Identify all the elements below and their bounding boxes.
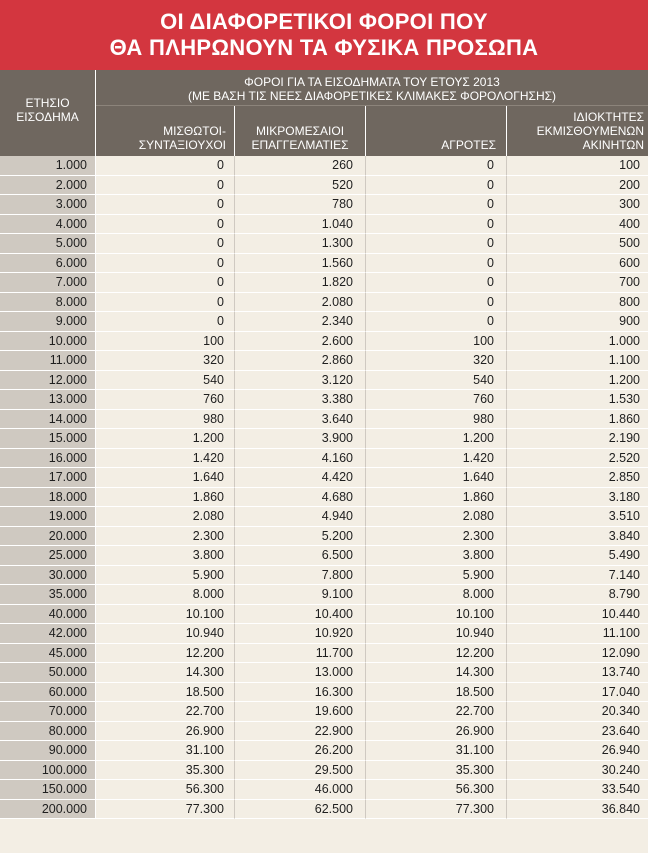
table-cell-salaried-tax: 1.200: [96, 429, 235, 449]
table-cell-salaried-tax: 540: [96, 371, 235, 391]
table-cell-annual-income: 150.000: [0, 780, 96, 800]
header-professionals-line-2: ΕΠΑΓΓΕΛΜΑΤΙΕΣ: [251, 138, 349, 152]
table-cell-professionals-tax: 1.560: [235, 254, 366, 274]
table-cell-annual-income: 50.000: [0, 663, 96, 683]
table-cell-landlords-tax: 2.850: [507, 468, 648, 488]
table-cell-farmers-tax: 35.300: [366, 761, 507, 781]
table-cell-salaried-tax: 10.940: [96, 624, 235, 644]
title-line-2: ΘΑ ΠΛΗΡΩΝΟΥΝ ΤΑ ΦΥΣΙΚΑ ΠΡΟΣΩΠΑ: [109, 35, 539, 60]
table-cell-salaried-tax: 980: [96, 410, 235, 430]
table-cell-salaried-tax: 0: [96, 293, 235, 313]
table-cell-farmers-tax: 1.860: [366, 488, 507, 508]
table-cell-farmers-tax: 5.900: [366, 566, 507, 586]
table-cell-annual-income: 14.000: [0, 410, 96, 430]
tax-table: [0, 70, 648, 853]
table-cell-professionals-tax: 780: [235, 195, 366, 215]
table-cell-landlords-tax: 3.840: [507, 527, 648, 547]
table-cell-professionals-tax: 3.900: [235, 429, 366, 449]
table-cell-landlords-tax: 1.000: [507, 332, 648, 352]
table-cell-annual-income: 18.000: [0, 488, 96, 508]
header-annual-income-line-1: ΕΤΗΣΙΟ: [25, 96, 70, 110]
table-cell-professionals-tax: 4.160: [235, 449, 366, 469]
table-cell-farmers-tax: 1.640: [366, 468, 507, 488]
table-cell-professionals-tax: 3.380: [235, 390, 366, 410]
table-cell-professionals-tax: 9.100: [235, 585, 366, 605]
table-cell-annual-income: 10.000: [0, 332, 96, 352]
table-cell-annual-income: 4.000: [0, 215, 96, 235]
table-cell-landlords-tax: 8.790: [507, 585, 648, 605]
table-cell-annual-income: 6.000: [0, 254, 96, 274]
table-cell-annual-income: 3.000: [0, 195, 96, 215]
table-cell-professionals-tax: 7.800: [235, 566, 366, 586]
table-cell-farmers-tax: 14.300: [366, 663, 507, 683]
title-line-1: ΟΙ ΔΙΑΦΟΡΕΤΙΚΟΙ ΦΟΡΟΙ ΠΟΥ: [160, 9, 488, 34]
table-cell-professionals-tax: 29.500: [235, 761, 366, 781]
header-professionals-line-1: ΜΙΚΡΟΜΕΣΑΙΟΙ: [255, 124, 345, 138]
table-cell-landlords-tax: 36.840: [507, 800, 648, 820]
table-cell-farmers-tax: 0: [366, 195, 507, 215]
table-cell-landlords-tax: 300: [507, 195, 648, 215]
table-cell-farmers-tax: 0: [366, 215, 507, 235]
table-cell-professionals-tax: 10.920: [235, 624, 366, 644]
table-cell-farmers-tax: 0: [366, 273, 507, 293]
table-cell-professionals-tax: 62.500: [235, 800, 366, 820]
table-cell-landlords-tax: 1.100: [507, 351, 648, 371]
header-property-landlords: [507, 106, 648, 156]
table-cell-landlords-tax: 30.240: [507, 761, 648, 781]
header-tax-group: [96, 70, 648, 106]
table-cell-annual-income: 200.000: [0, 800, 96, 820]
table-cell-salaried-tax: 320: [96, 351, 235, 371]
table-cell-annual-income: 5.000: [0, 234, 96, 254]
table-cell-annual-income: 19.000: [0, 507, 96, 527]
table-cell-annual-income: 20.000: [0, 527, 96, 547]
table-cell-salaried-tax: 0: [96, 273, 235, 293]
header-landlords-line-1: ΙΔΙΟΚΤΗΤΕΣ: [573, 110, 644, 124]
table-cell-salaried-tax: 10.100: [96, 605, 235, 625]
table-cell-salaried-tax: 100: [96, 332, 235, 352]
table-cell-annual-income: 12.000: [0, 371, 96, 391]
table-cell-landlords-tax: 400: [507, 215, 648, 235]
table-cell-salaried-tax: 0: [96, 156, 235, 176]
table-cell-salaried-tax: 22.700: [96, 702, 235, 722]
table-cell-landlords-tax: 20.340: [507, 702, 648, 722]
table-cell-salaried-tax: 760: [96, 390, 235, 410]
table-cell-landlords-tax: 12.090: [507, 644, 648, 664]
table-cell-farmers-tax: 100: [366, 332, 507, 352]
table-cell-salaried-tax: 35.300: [96, 761, 235, 781]
table-cell-professionals-tax: 1.820: [235, 273, 366, 293]
table-cell-landlords-tax: 33.540: [507, 780, 648, 800]
table-cell-professionals-tax: 520: [235, 176, 366, 196]
table-cell-farmers-tax: 12.200: [366, 644, 507, 664]
table-cell-landlords-tax: 7.140: [507, 566, 648, 586]
table-cell-farmers-tax: 10.940: [366, 624, 507, 644]
table-cell-farmers-tax: 1.200: [366, 429, 507, 449]
table-cell-annual-income: 7.000: [0, 273, 96, 293]
table-cell-farmers-tax: 0: [366, 176, 507, 196]
table-cell-farmers-tax: 77.300: [366, 800, 507, 820]
table-title: [0, 0, 648, 70]
table-cell-farmers-tax: 26.900: [366, 722, 507, 742]
table-cell-landlords-tax: 5.490: [507, 546, 648, 566]
table-cell-annual-income: 25.000: [0, 546, 96, 566]
table-cell-annual-income: 45.000: [0, 644, 96, 664]
table-cell-farmers-tax: 0: [366, 254, 507, 274]
table-cell-farmers-tax: 540: [366, 371, 507, 391]
header-landlords-line-3: ΑΚΙΝΗΤΩΝ: [582, 138, 644, 152]
table-cell-salaried-tax: 14.300: [96, 663, 235, 683]
table-cell-salaried-tax: 5.900: [96, 566, 235, 586]
table-cell-annual-income: 80.000: [0, 722, 96, 742]
table-cell-salaried-tax: 56.300: [96, 780, 235, 800]
table-cell-landlords-tax: 3.180: [507, 488, 648, 508]
table-cell-farmers-tax: 0: [366, 293, 507, 313]
table-cell-salaried-tax: 2.300: [96, 527, 235, 547]
table-cell-farmers-tax: 0: [366, 312, 507, 332]
table-cell-landlords-tax: 17.040: [507, 683, 648, 703]
table-cell-salaried-tax: 0: [96, 254, 235, 274]
table-cell-landlords-tax: 2.190: [507, 429, 648, 449]
table-cell-annual-income: 100.000: [0, 761, 96, 781]
table-cell-professionals-tax: 13.000: [235, 663, 366, 683]
table-cell-landlords-tax: 1.860: [507, 410, 648, 430]
table-cell-farmers-tax: 1.420: [366, 449, 507, 469]
table-cell-annual-income: 30.000: [0, 566, 96, 586]
table-cell-farmers-tax: 320: [366, 351, 507, 371]
header-farmers-line-1: ΑΓΡΟΤΕΣ: [441, 138, 496, 152]
table-cell-annual-income: 42.000: [0, 624, 96, 644]
table-cell-salaried-tax: 2.080: [96, 507, 235, 527]
table-cell-landlords-tax: 200: [507, 176, 648, 196]
header-tax-group-line-2: (ΜΕ ΒΑΣΗ ΤΙΣ ΝΕΕΣ ΔΙΑΦΟΡΕΤΙΚΕΣ ΚΛΙΜΑΚΕΣ ΦΟΡΟΛΟΓΗΣΗΣ): [187, 88, 557, 103]
table-cell-professionals-tax: 6.500: [235, 546, 366, 566]
table-cell-professionals-tax: 4.680: [235, 488, 366, 508]
table-cell-farmers-tax: 2.300: [366, 527, 507, 547]
table-cell-salaried-tax: 0: [96, 176, 235, 196]
table-cell-professionals-tax: 1.300: [235, 234, 366, 254]
header-annual-income: [0, 70, 96, 156]
table-cell-annual-income: 16.000: [0, 449, 96, 469]
table-cell-salaried-tax: 3.800: [96, 546, 235, 566]
header-salaried-line-2: ΣΥΝΤΑΞΙΟΥΧΟΙ: [138, 138, 226, 152]
table-cell-professionals-tax: 2.340: [235, 312, 366, 332]
header-tax-group-line-1: ΦΟΡΟΙ ΓΙΑ ΤΑ ΕΙΣΟΔΗΜΑΤΑ ΤΟΥ ΕΤΟΥΣ 2013: [244, 74, 500, 89]
header-small-professionals: [235, 106, 366, 156]
table-cell-landlords-tax: 100: [507, 156, 648, 176]
table-cell-professionals-tax: 3.120: [235, 371, 366, 391]
table-cell-professionals-tax: 22.900: [235, 722, 366, 742]
table-cell-annual-income: 17.000: [0, 468, 96, 488]
table-cell-farmers-tax: 0: [366, 156, 507, 176]
table-cell-landlords-tax: 10.440: [507, 605, 648, 625]
table-cell-salaried-tax: 18.500: [96, 683, 235, 703]
table-cell-salaried-tax: 0: [96, 234, 235, 254]
table-cell-annual-income: 8.000: [0, 293, 96, 313]
header-salaried-pensioners: [96, 106, 235, 156]
table-cell-landlords-tax: 700: [507, 273, 648, 293]
table-cell-farmers-tax: 22.700: [366, 702, 507, 722]
table-cell-professionals-tax: 16.300: [235, 683, 366, 703]
table-cell-professionals-tax: 11.700: [235, 644, 366, 664]
table-cell-professionals-tax: 2.860: [235, 351, 366, 371]
table-cell-landlords-tax: 2.520: [507, 449, 648, 469]
table-cell-landlords-tax: 3.510: [507, 507, 648, 527]
table-cell-annual-income: 9.000: [0, 312, 96, 332]
table-cell-farmers-tax: 56.300: [366, 780, 507, 800]
table-cell-farmers-tax: 8.000: [366, 585, 507, 605]
table-cell-salaried-tax: 1.640: [96, 468, 235, 488]
table-cell-annual-income: 1.000: [0, 156, 96, 176]
table-cell-landlords-tax: 23.640: [507, 722, 648, 742]
table-cell-salaried-tax: 31.100: [96, 741, 235, 761]
table-cell-salaried-tax: 0: [96, 312, 235, 332]
table-cell-salaried-tax: 8.000: [96, 585, 235, 605]
table-cell-professionals-tax: 19.600: [235, 702, 366, 722]
table-cell-farmers-tax: 31.100: [366, 741, 507, 761]
table-cell-farmers-tax: 10.100: [366, 605, 507, 625]
table-cell-professionals-tax: 5.200: [235, 527, 366, 547]
table-cell-professionals-tax: 26.200: [235, 741, 366, 761]
table-cell-farmers-tax: 3.800: [366, 546, 507, 566]
table-cell-annual-income: 90.000: [0, 741, 96, 761]
table-cell-landlords-tax: 800: [507, 293, 648, 313]
table-cell-annual-income: 2.000: [0, 176, 96, 196]
table-cell-landlords-tax: 1.200: [507, 371, 648, 391]
table-cell-landlords-tax: 500: [507, 234, 648, 254]
table-cell-salaried-tax: 0: [96, 215, 235, 235]
table-cell-farmers-tax: 0: [366, 234, 507, 254]
table-cell-annual-income: 13.000: [0, 390, 96, 410]
table-cell-annual-income: 70.000: [0, 702, 96, 722]
header-farmers: [366, 106, 507, 156]
header-salaried-line-1: ΜΙΣΘΩΤΟΙ-: [163, 124, 226, 138]
table-cell-professionals-tax: 2.600: [235, 332, 366, 352]
table-cell-professionals-tax: 260: [235, 156, 366, 176]
table-cell-farmers-tax: 2.080: [366, 507, 507, 527]
table-cell-annual-income: 40.000: [0, 605, 96, 625]
table-cell-farmers-tax: 760: [366, 390, 507, 410]
table-cell-landlords-tax: 26.940: [507, 741, 648, 761]
header-annual-income-line-2: ΕΙΣΟΔΗΜΑ: [16, 110, 79, 124]
table-cell-professionals-tax: 4.420: [235, 468, 366, 488]
table-cell-professionals-tax: 4.940: [235, 507, 366, 527]
table-cell-farmers-tax: 18.500: [366, 683, 507, 703]
table-cell-professionals-tax: 1.040: [235, 215, 366, 235]
table-cell-salaried-tax: 77.300: [96, 800, 235, 820]
table-cell-professionals-tax: 2.080: [235, 293, 366, 313]
table-cell-salaried-tax: 1.860: [96, 488, 235, 508]
table-cell-professionals-tax: 3.640: [235, 410, 366, 430]
table-cell-landlords-tax: 900: [507, 312, 648, 332]
table-cell-annual-income: 35.000: [0, 585, 96, 605]
header-landlords-line-2: ΕΚΜΙΣΘΟΥΜΕΝΩΝ: [536, 124, 644, 138]
table-cell-landlords-tax: 11.100: [507, 624, 648, 644]
table-cell-annual-income: 15.000: [0, 429, 96, 449]
table-cell-farmers-tax: 980: [366, 410, 507, 430]
table-cell-annual-income: 11.000: [0, 351, 96, 371]
table-cell-landlords-tax: 13.740: [507, 663, 648, 683]
table-cell-landlords-tax: 1.530: [507, 390, 648, 410]
table-cell-professionals-tax: 46.000: [235, 780, 366, 800]
table-cell-salaried-tax: 1.420: [96, 449, 235, 469]
table-cell-landlords-tax: 600: [507, 254, 648, 274]
table-cell-annual-income: 60.000: [0, 683, 96, 703]
table-cell-professionals-tax: 10.400: [235, 605, 366, 625]
table-cell-salaried-tax: 12.200: [96, 644, 235, 664]
table-cell-salaried-tax: 0: [96, 195, 235, 215]
table-cell-salaried-tax: 26.900: [96, 722, 235, 742]
